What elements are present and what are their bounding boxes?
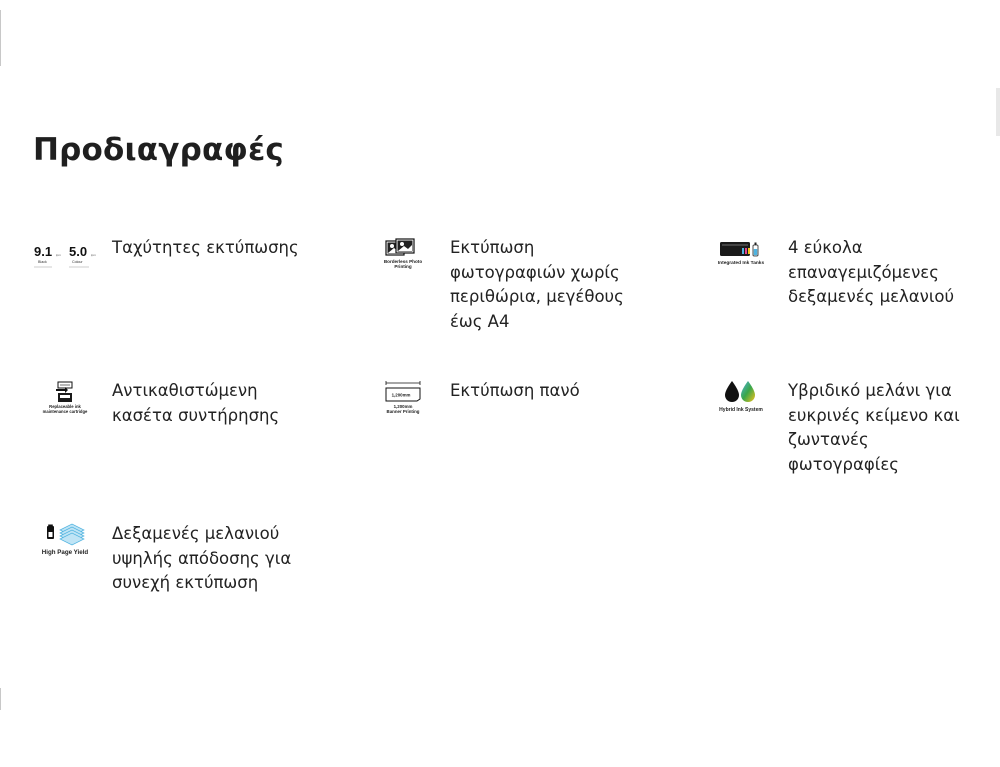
integrated-ink-tanks-icon <box>708 236 774 280</box>
feature-hybrid-ink <box>708 379 978 477</box>
feature-banner-printing <box>370 379 580 423</box>
feature-borderless-photo <box>370 236 650 334</box>
banner-printing-icon <box>370 379 436 423</box>
feature-label: Ταχύτητες εκτύπωσης <box>112 238 299 257</box>
feature-label: Δεξαμενές μελανιού υψηλής απόδοσης για συνεχή εκτύπωση <box>112 524 292 592</box>
feature-label: Αντικαθιστώμενη κασέτα συντήρησης <box>112 381 280 425</box>
feature-label: Εκτύπωση πανό <box>450 381 580 400</box>
feature-maintenance-cartridge <box>32 379 312 428</box>
colour-speed-value: 5.0 <box>69 244 88 259</box>
borderless-photo-icon <box>370 236 436 280</box>
banner-size: 1,200mm <box>391 392 411 398</box>
feature-label: Υβριδικό μελάνι για ευκρινές κείμενο και ζωντανές φωτογραφίες <box>788 381 960 474</box>
icon-caption: maintenance cartridge <box>42 409 88 414</box>
svg-text:ipm: ipm <box>56 253 61 257</box>
high-page-yield-icon <box>32 522 98 566</box>
feature-high-page-yield <box>32 522 312 596</box>
feature-label: Εκτύπωση φωτογραφιών χωρίς περιθώρια, μεγέθους έως A4 <box>450 238 624 331</box>
feature-ink-tanks <box>708 236 978 310</box>
print-speed-icon <box>32 236 98 280</box>
icon-caption: Hybrid Ink System <box>719 407 763 413</box>
icon-caption: Borderless Photo <box>383 259 423 264</box>
svg-text:ipm: ipm <box>91 253 96 257</box>
edge-mark <box>0 688 1 710</box>
black-speed-value: 9.1 <box>34 244 53 259</box>
icon-caption: High Page Yield <box>41 549 89 556</box>
maintenance-cartridge-icon <box>32 379 98 423</box>
edge-mark <box>0 10 1 66</box>
icon-caption: Replaceable ink <box>49 404 81 409</box>
scrollbar[interactable] <box>996 88 1000 136</box>
page-title: Προδιαγραφές <box>33 132 284 168</box>
black-speed-label: Black <box>38 260 47 264</box>
icon-caption: Integrated Ink Tanks <box>717 261 765 266</box>
hybrid-ink-system-icon <box>708 379 774 423</box>
feature-print-speed <box>32 236 299 280</box>
icon-caption: Banner Printing <box>386 409 420 414</box>
icon-caption: 1,200mm <box>393 404 413 409</box>
feature-label: 4 εύκολα επαναγεμιζόμενες δεξαμενές μελανιού <box>788 238 955 306</box>
icon-caption: Printing <box>394 264 412 269</box>
colour-speed-label: Colour <box>72 260 83 264</box>
